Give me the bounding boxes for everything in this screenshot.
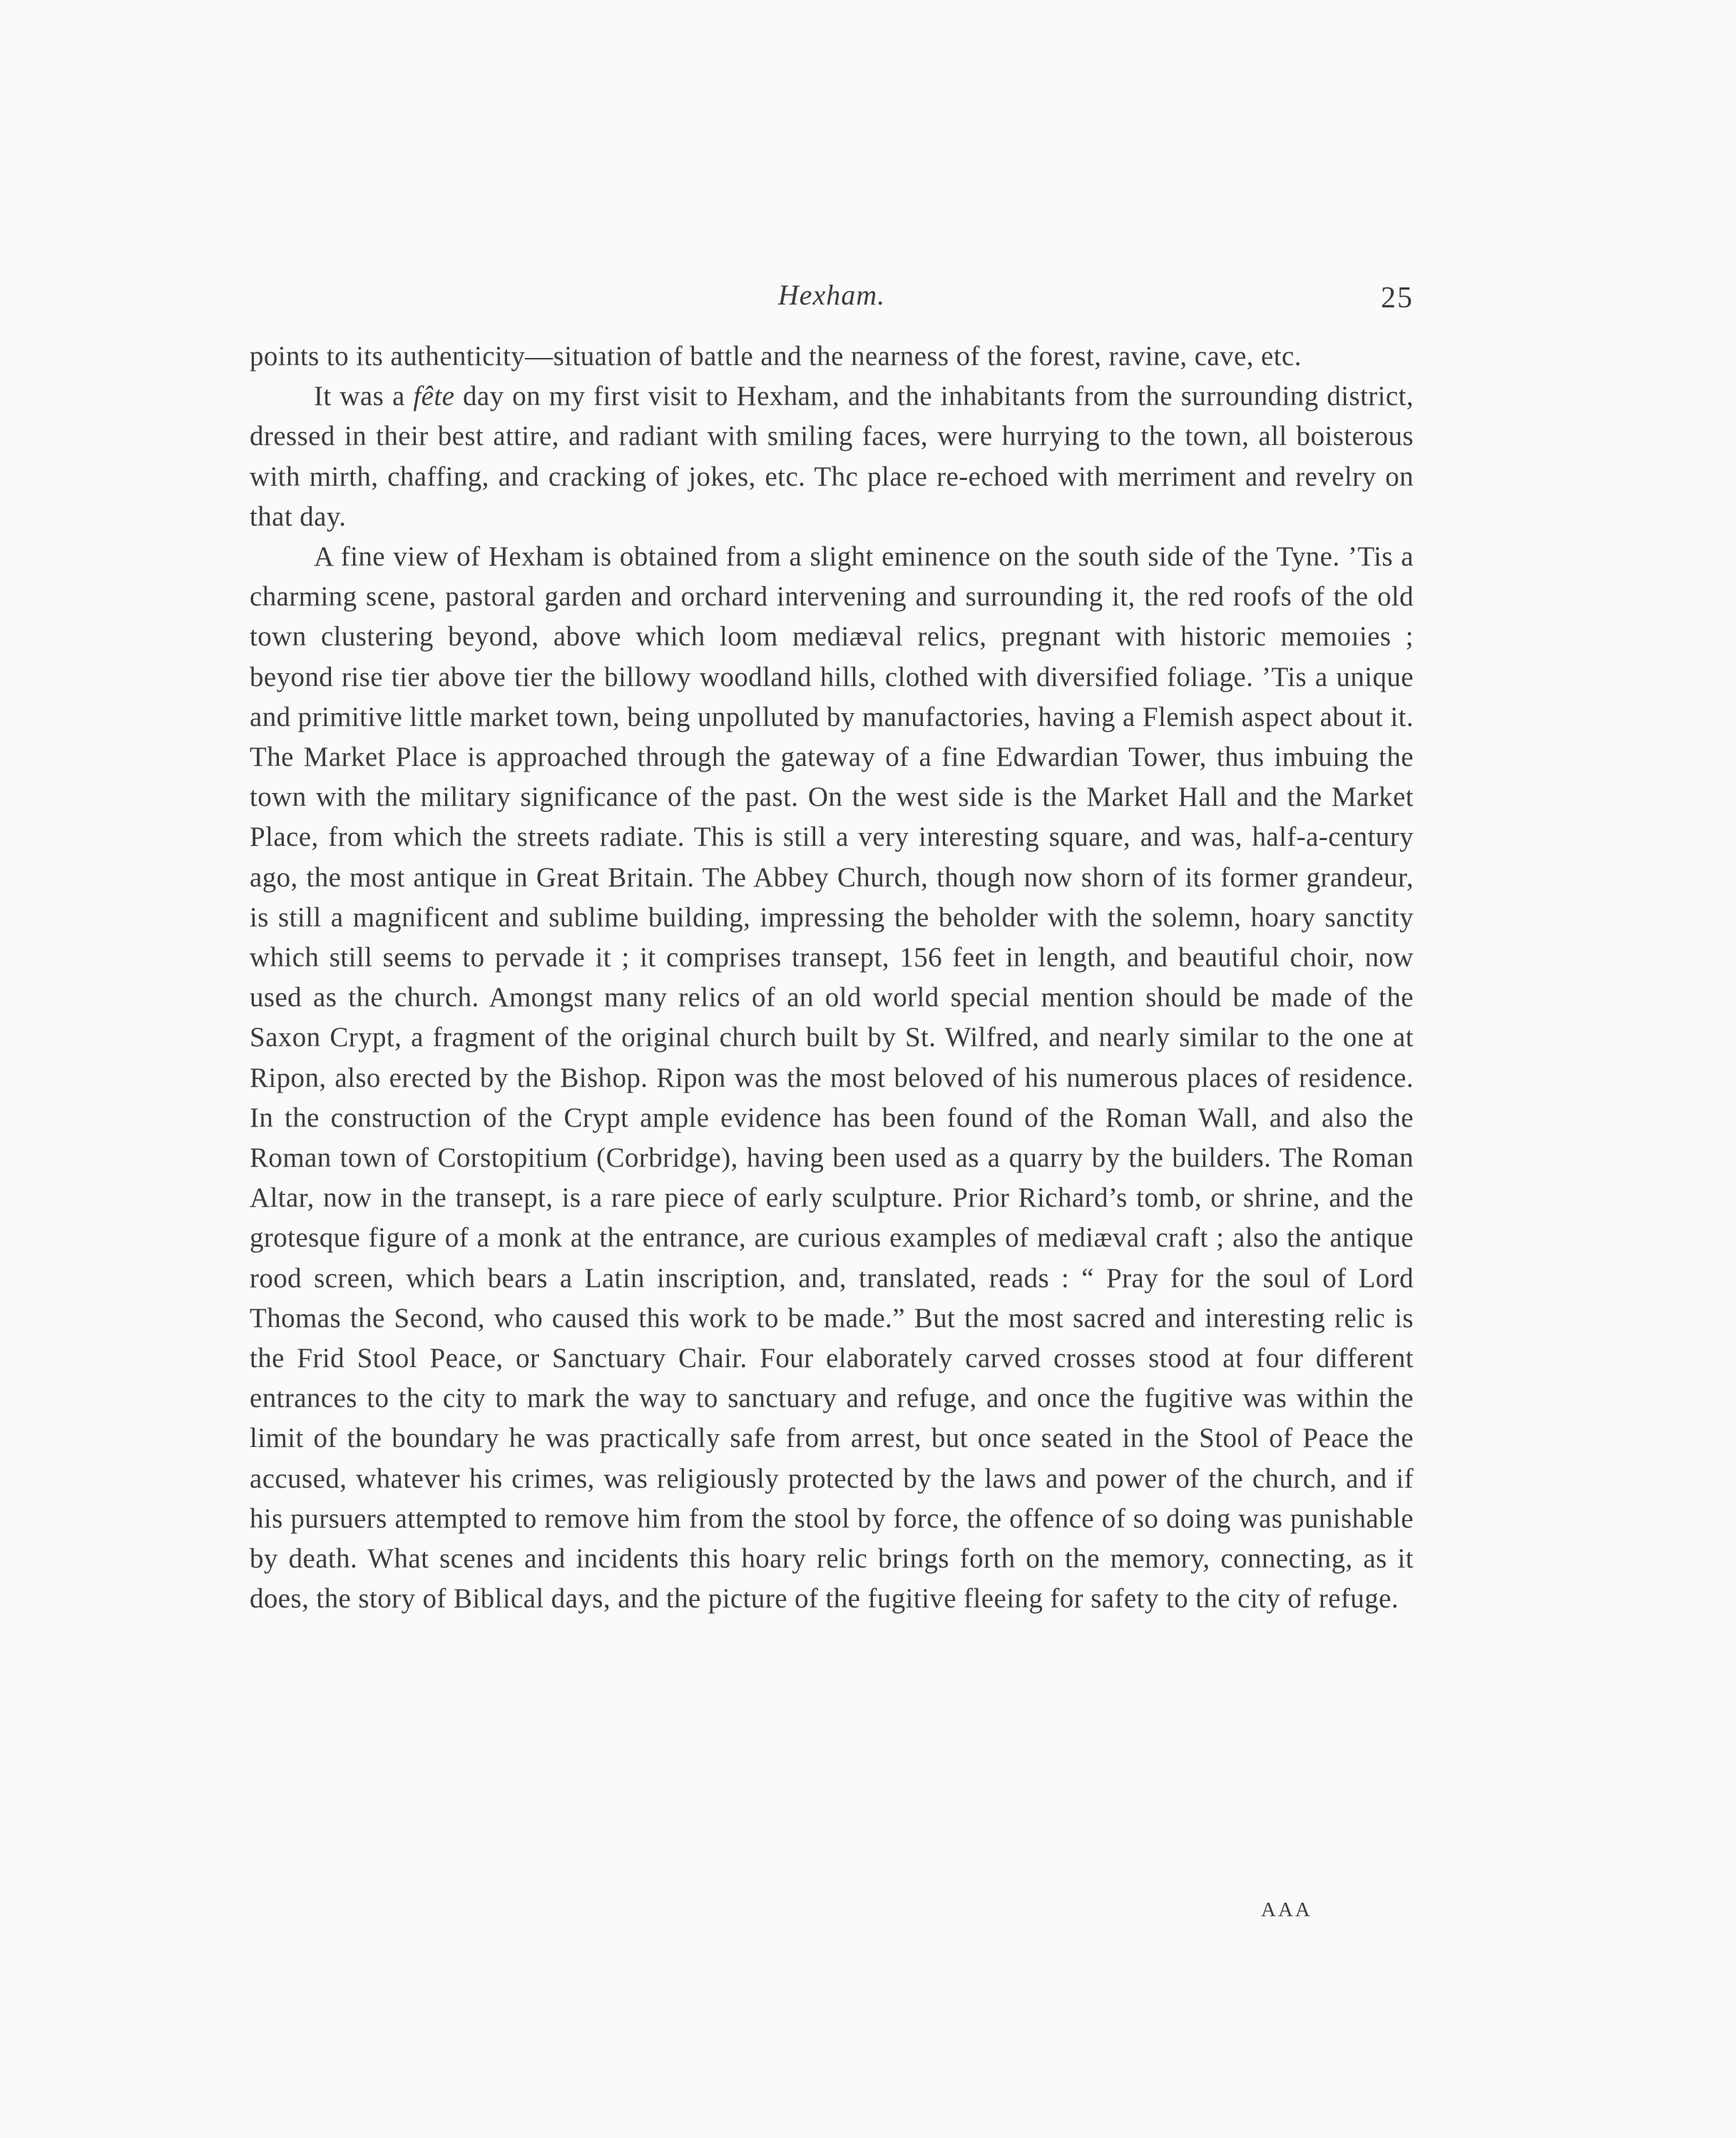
signature-mark: AAA [1261,1898,1312,1921]
paragraph-fete-day [250,377,1414,537]
running-title: Hexham. [777,279,886,311]
paragraph-fete-day-before: It was a [314,381,414,412]
running-head [250,274,1414,317]
paragraph-continuation: points to its authenticity—situation of battle and the nearness of the forest, ravine, cave, etc. [250,341,1302,372]
paragraph-fete-day-after: day on my first visit to Hexham, and the inhabitants from the surrounding district, dressed in their best attire, and radiant with smiling faces, were hurrying to the town, all boisterous with mirth, chaffing, and cracking of jokes, etc. Thc place re-echoed with merriment and revelry on that day. [250,381,1414,532]
emphasis-fete: fête [413,381,455,412]
page-number: 25 [1381,282,1414,314]
paragraph-view-of-hexham: A fine view of Hexham is obtained from a slight eminence on the south side of the Tyne. ’Tis a charming scene, pastoral garden and orchard intervening and surrounding it, the red roofs of the old town clustering beyond, above which loom mediæval relics, pregnant with historic memoıies ; beyond rise tier above tier the billowy woodland hills, clothed with diversified foliage. ’Tis a unique and primitive little market town, being unpolluted by manufactories, having a Flemish aspect about it. The Market Place is approached through the gateway of a fine Edwardian Tower, thus imbuing the town with the military significance of the past. On the west side is the Market Hall and the Market Place, from which the streets radiate. This is still a very interesting square, and was, half-a-century ago, the most antique in Great Britain. The Abbey Church, though now shorn of its former grandeur, is still a magnificent and sublime building, impressing the beholder with the solemn, hoary sanctity which still seems to pervade it ; it comprises transept, 156 feet in length, and beautiful choir, now used as the church. Amongst many relics of an old world special mention should be made of the Saxon Crypt, a fragment of the original church built by St. Wilfred, and nearly similar to the one at Ripon, also erected by the Bishop. Ripon was the most beloved of his numerous places of residence. In the construction of the Crypt ample evidence has been found of the Roman Wall, and also the Roman town of Corstopitium (Corbridge), having been used as a quarry by the builders. The Roman Altar, now in the transept, is a rare piece of early sculpture. Prior Richard’s tomb, or shrine, and the grotesque figure of a monk at the entrance, are curious examples of mediæval craft ; also the antique rood screen, which bears a Latin inscription, and, translated, reads : “ Pray for the soul of Lord Thomas the Second, who caused this work to be made.” But the most sacred and interesting relic is the Frid Stool Peace, or Sanctuary Chair. Four elaborately carved crosses stood at four different entrances to the city to mark the way to sanctuary and refuge, and once the fugitive was within the limit of the boundary he was practically safe from arrest, but once seated in the Stool of Peace the accused, whatever his crimes, was religiously protected by the laws and power of the church, and if his pursuers attempted to remove him from the stool by force, the offence of so doing was punishable by death. What scenes and incidents this hoary relic brings forth on the memory, connecting, as it does, the story of Biblical days, and the picture of the fugitive fleeing for safety to the city of refuge. [250,541,1414,1615]
body-text [250,337,1414,1620]
